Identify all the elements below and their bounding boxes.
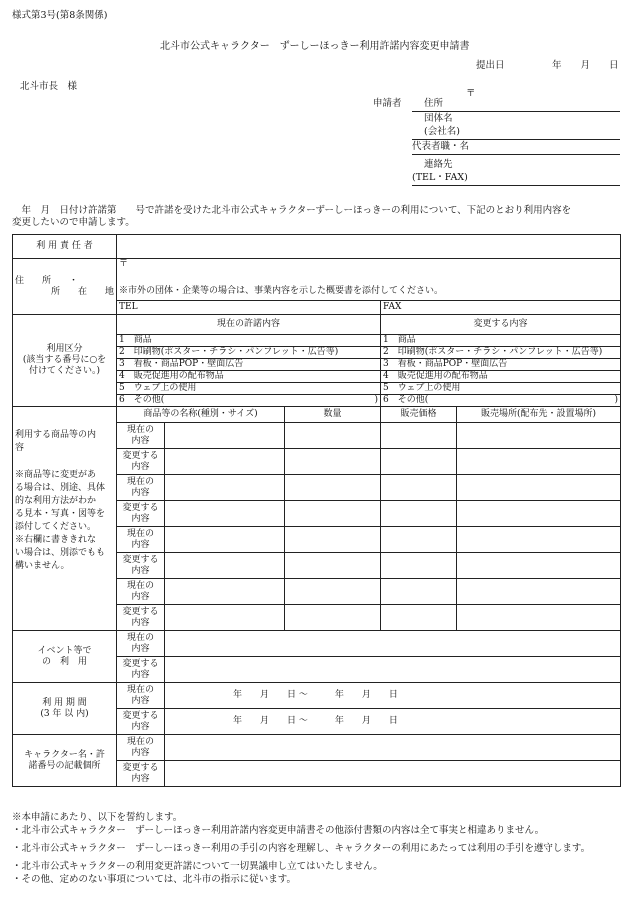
contact-label: 連絡先 xyxy=(424,159,453,170)
application-table xyxy=(12,234,621,787)
pledge-note: ・その他、定めのない事項については、北斗市の指示に従います。 xyxy=(12,874,297,885)
current-category-5[interactable]: 5 ウェブ上の使用 xyxy=(117,383,381,395)
rep-line[interactable] xyxy=(412,154,620,155)
event-label: イベント等で の 利 用 xyxy=(13,631,117,683)
col-product-name: 商品等の名称(種別・サイズ) xyxy=(117,407,285,423)
change-content-header: 変更する内容 xyxy=(381,315,621,335)
pledge-note: ・北斗市公式キャラクター ずーしーほっきー利用の手引の内容を理解し、キャラクターの利用にあたっては利用の手引を遵守します。 xyxy=(12,843,591,854)
current-label: 現在の 内容 xyxy=(117,423,165,449)
change-category-4[interactable]: 4 販売促進用の配布物品 xyxy=(381,371,621,383)
addressee: 北斗市長 様 xyxy=(20,81,78,92)
document-title: 北斗市公式キャラクター ずーしーほっきー利用許諾内容変更申請書 xyxy=(160,41,470,52)
product-name-cell[interactable] xyxy=(165,501,285,527)
event-change-field[interactable] xyxy=(165,657,621,683)
event-current-field[interactable] xyxy=(165,631,621,657)
category-label: 利用区分 (該当する番号に○を 付けてください。) xyxy=(13,315,117,407)
change-label: 変更する 内容 xyxy=(117,449,165,475)
place-cell[interactable] xyxy=(457,553,621,579)
intro-line-1: 年 月 日付け許諾第 号で許諾を受けた北斗市公式キャラクターずーしーほっきーの利用について、下記のとおり利用内容を xyxy=(12,205,572,216)
responsible-field[interactable] xyxy=(117,235,621,259)
fax-field[interactable]: FAX xyxy=(381,301,621,315)
character-label: キャラクター名・許 諾番号の記載個所 xyxy=(13,735,117,787)
product-name-cell[interactable] xyxy=(165,553,285,579)
address-field[interactable] xyxy=(117,259,621,301)
period-current-field[interactable]: 年 月 日 ～ 年 月 日 xyxy=(165,683,621,709)
character-current-field[interactable] xyxy=(165,735,621,761)
address-note: ※市外の団体・企業等の場合は、事業内容を示した概要書を添付してください。 xyxy=(119,286,444,296)
quantity-cell[interactable] xyxy=(285,605,381,631)
product-name-cell[interactable] xyxy=(165,449,285,475)
place-cell[interactable] xyxy=(457,605,621,631)
col-quantity: 数量 xyxy=(285,407,381,423)
responsible-label: 利 用 責 任 者 xyxy=(13,235,117,259)
org-name-line[interactable] xyxy=(412,139,620,140)
quantity-cell[interactable] xyxy=(285,475,381,501)
change-label: 変更する 内容 xyxy=(117,553,165,579)
intro-line-2: 変更したいので申請します。 xyxy=(12,217,135,228)
submit-date: 提出日 年 月 日 xyxy=(476,60,619,71)
company-name-label: (会社名) xyxy=(424,126,460,137)
product-name-cell[interactable] xyxy=(165,423,285,449)
contact-line[interactable] xyxy=(412,185,620,186)
quantity-cell[interactable] xyxy=(285,579,381,605)
address-line[interactable] xyxy=(412,111,620,112)
place-cell[interactable] xyxy=(457,475,621,501)
applicant-label: 申請者 xyxy=(373,98,402,109)
change-label: 変更する 内容 xyxy=(117,501,165,527)
price-cell[interactable] xyxy=(381,579,457,605)
address-label: 住所 xyxy=(424,98,444,109)
price-cell[interactable] xyxy=(381,501,457,527)
rep-label: 代表者職・名 xyxy=(412,141,470,152)
change-category-3[interactable]: 3 看板・商品POP・壁面広告 xyxy=(381,359,621,371)
quantity-cell[interactable] xyxy=(285,423,381,449)
pledge-notes xyxy=(12,812,590,887)
price-cell[interactable] xyxy=(381,449,457,475)
place-cell[interactable] xyxy=(457,423,621,449)
period-change-field[interactable]: 年 月 日 ～ 年 月 日 xyxy=(165,709,621,735)
change-label: 変更する 内容 xyxy=(117,657,165,683)
place-cell[interactable] xyxy=(457,579,621,605)
address-postal-mark: 〒 xyxy=(119,259,129,269)
current-category-6[interactable]: 6 その他( ) xyxy=(117,395,381,407)
current-category-1[interactable]: 1 商品 xyxy=(117,335,381,347)
change-category-6[interactable]: 6 その他( ) xyxy=(381,395,621,407)
pledge-note: ・北斗市公式キャラクターの利用変更許諾について一切異議申し立てはいたしません。 xyxy=(12,861,383,872)
product-name-cell[interactable] xyxy=(165,579,285,605)
address-row-label: 住 所 ・ 所 在 地 xyxy=(13,259,117,315)
tel-field[interactable]: TEL xyxy=(117,301,381,315)
current-label: 現在の 内容 xyxy=(117,527,165,553)
current-label: 現在の 内容 xyxy=(117,579,165,605)
product-name-cell[interactable] xyxy=(165,605,285,631)
pledge-note: ・北斗市公式キャラクター ずーしーほっきー利用許諾内容変更申請書その他添付書類の内容は全て事実と相違ありません。 xyxy=(12,825,545,836)
quantity-cell[interactable] xyxy=(285,553,381,579)
product-label: 利用する商品等の内 容 ※商品等に変更があ る場合は、別途、具体 的な利用方法がわか る見本・写真・図等を 添付してください。 ※右欄に書ききれな い場合は、別添でもも 構いません。 xyxy=(13,407,117,631)
change-label: 変更する 内容 xyxy=(117,709,165,735)
current-category-3[interactable]: 3 看板・商品POP・壁面広告 xyxy=(117,359,381,371)
price-cell[interactable] xyxy=(381,475,457,501)
price-cell[interactable] xyxy=(381,605,457,631)
change-category-2[interactable]: 2 印刷物(ポスター・チラシ・パンフレット・広告等) xyxy=(381,347,621,359)
current-label: 現在の 内容 xyxy=(117,683,165,709)
quantity-cell[interactable] xyxy=(285,449,381,475)
current-label: 現在の 内容 xyxy=(117,631,165,657)
change-label: 変更する 内容 xyxy=(117,605,165,631)
period-label: 利 用 期 間 (3 年 以 内) xyxy=(13,683,117,735)
product-name-cell[interactable] xyxy=(165,475,285,501)
place-cell[interactable] xyxy=(457,449,621,475)
current-category-2[interactable]: 2 印刷物(ポスター・チラシ・パンフレット・広告等) xyxy=(117,347,381,359)
org-name-label: 団体名 xyxy=(424,113,453,124)
col-place: 販売場所(配布先・設置場所) xyxy=(457,407,621,423)
change-label: 変更する 内容 xyxy=(117,761,165,787)
current-label: 現在の 内容 xyxy=(117,735,165,761)
change-category-1[interactable]: 1 商品 xyxy=(381,335,621,347)
price-cell[interactable] xyxy=(381,527,457,553)
product-name-cell[interactable] xyxy=(165,527,285,553)
tel-fax-label: (TEL・FAX) xyxy=(412,172,468,183)
postal-mark: 〒 xyxy=(466,88,476,99)
col-price: 販売価格 xyxy=(381,407,457,423)
current-label: 現在の 内容 xyxy=(117,475,165,501)
pledge-note: ※本申請にあたり、以下を誓約します。 xyxy=(12,812,183,823)
quantity-cell[interactable] xyxy=(285,527,381,553)
price-cell[interactable] xyxy=(381,553,457,579)
character-change-field[interactable] xyxy=(165,761,621,787)
form-number: 様式第3号(第8条関係) xyxy=(12,10,108,21)
current-category-4[interactable]: 4 販売促進用の配布物品 xyxy=(117,371,381,383)
quantity-cell[interactable] xyxy=(285,501,381,527)
price-cell[interactable] xyxy=(381,423,457,449)
change-category-5[interactable]: 5 ウェブ上の使用 xyxy=(381,383,621,395)
place-cell[interactable] xyxy=(457,527,621,553)
current-permission-header: 現在の許諾内容 xyxy=(117,315,381,335)
place-cell[interactable] xyxy=(457,501,621,527)
